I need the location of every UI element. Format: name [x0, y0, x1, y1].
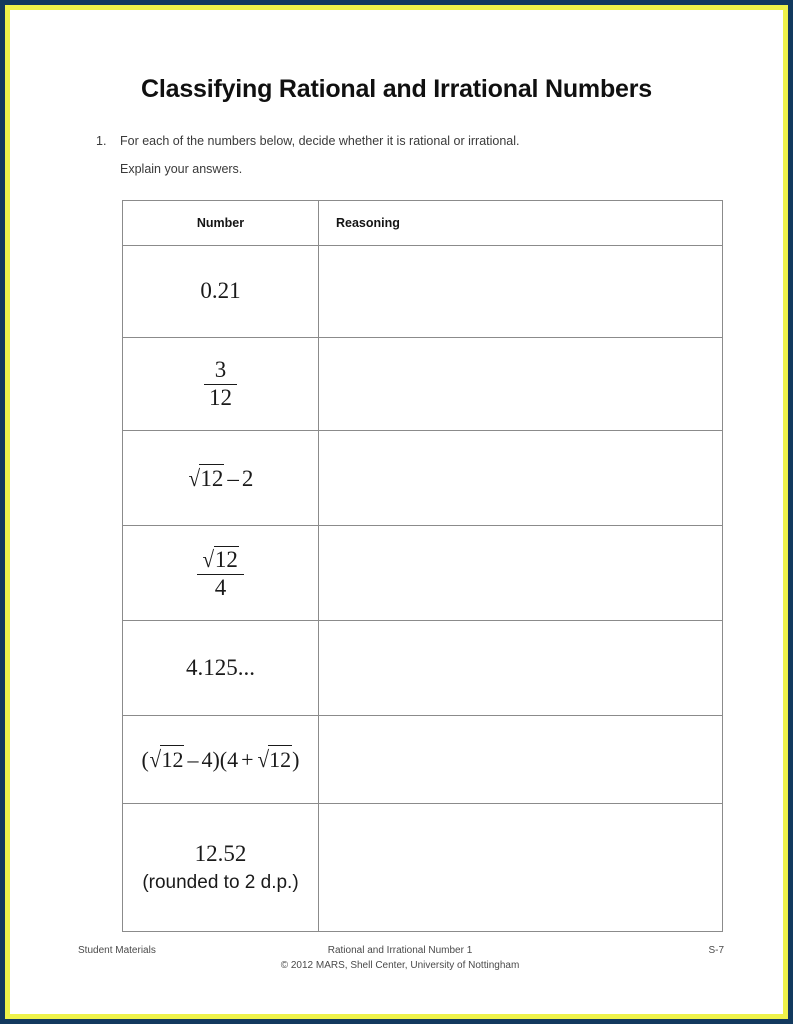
table-row	[123, 804, 723, 932]
fraction-expression	[204, 358, 237, 411]
number-cell-7	[123, 804, 319, 932]
instruction-line-1	[92, 127, 712, 155]
square-root-icon	[202, 546, 239, 573]
page-footer	[70, 945, 730, 970]
reasoning-cell-2[interactable]	[319, 338, 723, 431]
table-row	[123, 716, 723, 804]
left-operand: 4	[201, 747, 213, 773]
fraction-denominator: 12	[209, 384, 232, 410]
number-cell-5	[123, 621, 319, 716]
footer-center-label: Rational and Irrational Number 1	[327, 945, 473, 956]
instructions	[92, 127, 712, 183]
table-row	[123, 621, 723, 716]
rounding-note: (rounded to 2 d.p.)	[142, 872, 299, 894]
number-cell-1	[123, 246, 319, 338]
number-cell-3	[123, 431, 319, 526]
number-value: 12.52	[194, 840, 247, 866]
left-operator: –	[187, 747, 199, 773]
right-operand: 4	[227, 747, 239, 773]
fraction-denominator: 4	[214, 574, 227, 600]
radicand: 12	[161, 747, 184, 773]
table-row	[123, 526, 723, 621]
reasoning-cell-3[interactable]	[319, 431, 723, 526]
table-row	[123, 246, 723, 338]
fraction-numerator	[197, 546, 244, 575]
column-header-reasoning: Reasoning	[319, 201, 723, 246]
radical-expression	[188, 464, 254, 492]
table-row	[123, 431, 723, 526]
rounded-value-expression	[142, 841, 298, 894]
square-root-icon	[257, 745, 293, 773]
square-root-icon	[188, 464, 225, 492]
fraction	[197, 546, 244, 601]
square-root-icon	[149, 745, 185, 773]
fraction-numerator: 3	[204, 358, 237, 385]
radical-sign: √	[188, 465, 200, 491]
number-cell-4	[123, 526, 319, 621]
close-paren-right: )	[292, 747, 300, 773]
footer-copyright: © 2012 MARS, Shell Center, University of Nottingham	[280, 960, 520, 971]
reasoning-cell-6[interactable]	[319, 716, 723, 804]
instruction-text-2: Explain your answers.	[120, 162, 243, 176]
footer-main-row	[70, 945, 730, 959]
reasoning-cell-4[interactable]	[319, 526, 723, 621]
instruction-text-1: For each of the numbers below, decide whether it is rational or irrational.	[120, 134, 520, 148]
number-cell-2	[123, 338, 319, 431]
reasoning-cell-5[interactable]	[319, 621, 723, 716]
fraction	[204, 358, 237, 411]
worksheet-sheet	[10, 10, 783, 1014]
open-paren-right: (	[219, 747, 228, 773]
reasoning-cell-1[interactable]	[319, 246, 723, 338]
radical-fraction-expression	[197, 546, 244, 601]
column-header-number: Number	[123, 201, 319, 246]
operand: 2	[241, 465, 254, 491]
radical-sign: √	[149, 747, 161, 773]
operator: –	[227, 465, 239, 491]
reasoning-cell-7[interactable]	[319, 804, 723, 932]
radicand: 12	[200, 465, 224, 491]
binomial-product-expression	[142, 745, 300, 773]
classification-table	[122, 200, 723, 932]
instruction-list-marker: 1.	[96, 134, 107, 148]
radicand: 12	[269, 747, 292, 773]
close-paren-left: )	[212, 747, 220, 773]
footer-left-label: Student Materials	[78, 945, 156, 956]
open-paren-left: (	[141, 747, 149, 773]
footer-page-number: S-7	[708, 945, 724, 956]
right-operator: +	[241, 747, 254, 773]
table-row	[123, 338, 723, 431]
page-title: Classifying Rational and Irrational Numbers	[141, 75, 652, 103]
table-header-row	[123, 201, 723, 246]
instruction-line-2	[92, 155, 712, 183]
radical-sign: √	[257, 747, 269, 773]
number-value: 4.125...	[186, 654, 255, 680]
number-cell-6	[123, 716, 319, 804]
radical-sign: √	[202, 546, 215, 572]
radicand: 12	[214, 546, 238, 572]
number-value: 0.21	[200, 278, 241, 304]
